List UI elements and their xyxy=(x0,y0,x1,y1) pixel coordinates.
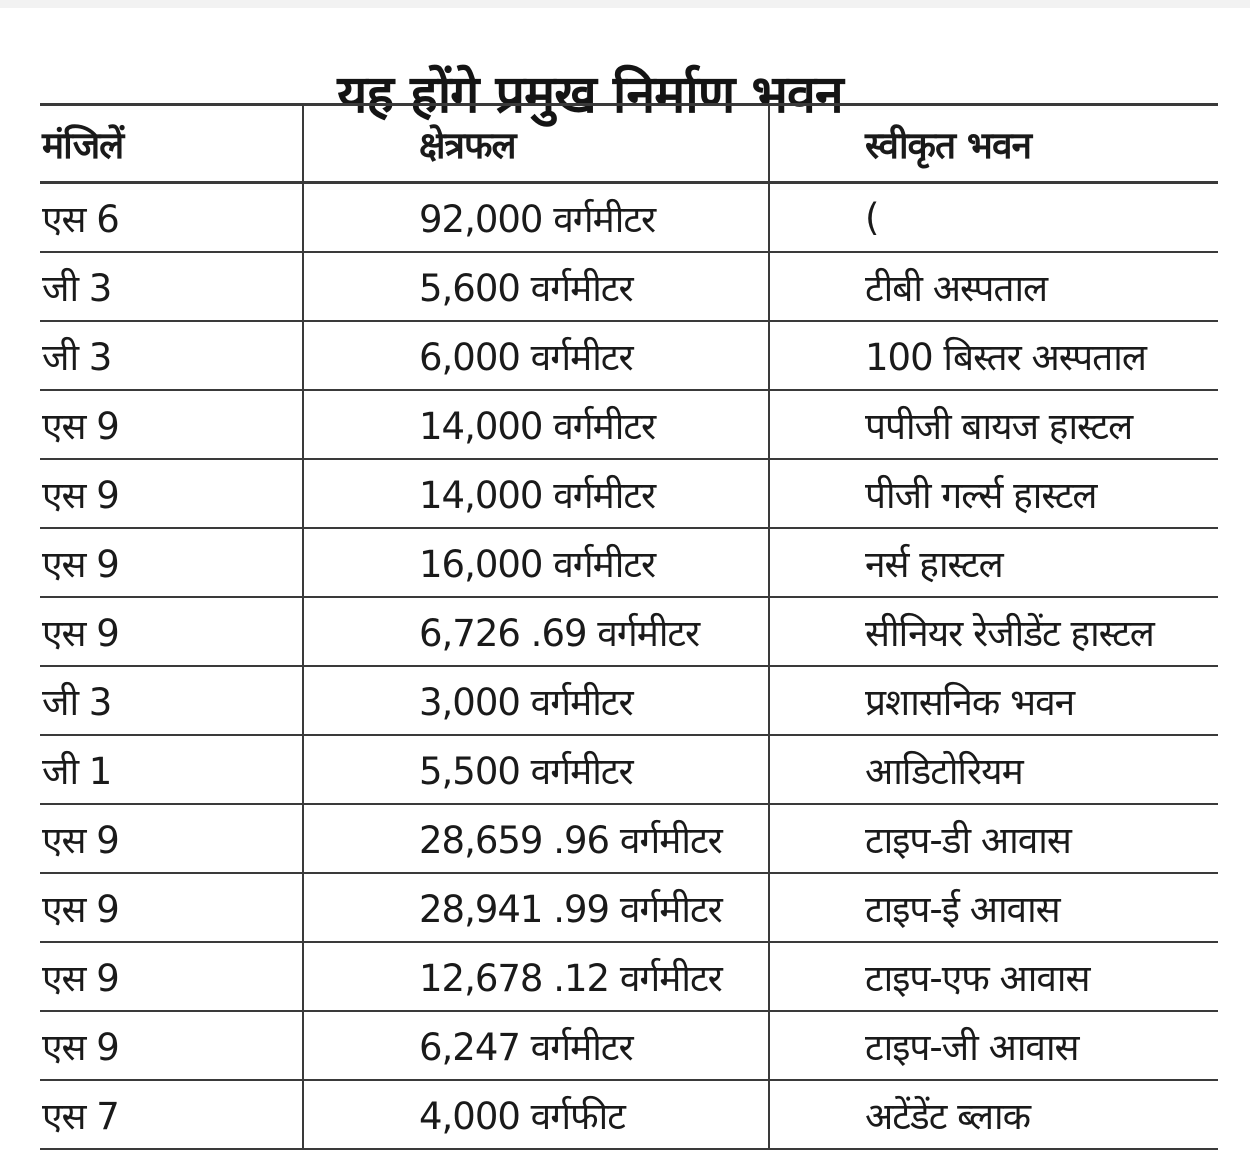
cell-area: 5,600 वर्गमीटर xyxy=(303,252,769,321)
table-row xyxy=(40,735,1218,804)
cell-building: 100 बिस्तर अस्पताल xyxy=(769,321,1218,390)
cell-floors: जी 1 xyxy=(40,735,303,804)
cell-building: टीबी अस्पताल xyxy=(769,252,1218,321)
cell-building: सीनियर रेजीडेंट हास्टल xyxy=(769,597,1218,666)
cell-area: 3,000 वर्गमीटर xyxy=(303,666,769,735)
table-row xyxy=(40,321,1218,390)
table-row xyxy=(40,528,1218,597)
cell-area: 28,659 .96 वर्गमीटर xyxy=(303,804,769,873)
cell-floors: जी 3 xyxy=(40,252,303,321)
cell-building: प्रशासनिक भवन xyxy=(769,666,1218,735)
cell-building: नर्स हास्टल xyxy=(769,528,1218,597)
cell-building: टाइप-एफ आवास xyxy=(769,942,1218,1011)
table-row xyxy=(40,1080,1218,1149)
cell-floors: जी 3 xyxy=(40,321,303,390)
table-row xyxy=(40,252,1218,321)
cell-floors: एस 9 xyxy=(40,528,303,597)
cell-area: 28,941 .99 वर्गमीटर xyxy=(303,873,769,942)
table-row xyxy=(40,942,1218,1011)
cell-building: पपीजी बायज हास्टल xyxy=(769,390,1218,459)
cell-area: 92,000 वर्गमीटर xyxy=(303,183,769,253)
header-area: क्षेत्रफल xyxy=(303,105,769,183)
cell-building: टाइप-डी आवास xyxy=(769,804,1218,873)
cell-area: 6,247 वर्गमीटर xyxy=(303,1011,769,1080)
cell-area: 6,000 वर्गमीटर xyxy=(303,321,769,390)
cell-building: पीजी गर्ल्स हास्टल xyxy=(769,459,1218,528)
cell-floors: एस 7 xyxy=(40,1080,303,1149)
cell-area: 14,000 वर्गमीटर xyxy=(303,390,769,459)
page-title: यह होंगे प्रमुख निर्माण भवन xyxy=(337,64,843,125)
cell-floors: एस 9 xyxy=(40,390,303,459)
table-row xyxy=(40,1011,1218,1080)
cell-area: 12,678 .12 वर्गमीटर xyxy=(303,942,769,1011)
cell-area: 14,000 वर्गमीटर xyxy=(303,459,769,528)
header-floors: मंजिलें xyxy=(40,105,303,183)
cell-area: 4,000 वर्गफीट xyxy=(303,1080,769,1149)
header-approved-building: स्वीकृत भवन xyxy=(769,105,1218,183)
cell-floors: एस 9 xyxy=(40,597,303,666)
cell-area: 5,500 वर्गमीटर xyxy=(303,735,769,804)
table-row xyxy=(40,804,1218,873)
cell-floors: एस 9 xyxy=(40,459,303,528)
cell-floors: एस 9 xyxy=(40,873,303,942)
top-strip xyxy=(0,0,1250,8)
cell-floors: एस 9 xyxy=(40,942,303,1011)
cell-building: ( xyxy=(769,183,1218,253)
cell-floors: जी 3 xyxy=(40,666,303,735)
table-row xyxy=(40,666,1218,735)
cell-floors: एस 9 xyxy=(40,1011,303,1080)
table-row xyxy=(40,390,1218,459)
cell-area: 16,000 वर्गमीटर xyxy=(303,528,769,597)
buildings-table xyxy=(40,103,1218,1150)
table-row xyxy=(40,183,1218,253)
cell-area: 6,726 .69 वर्गमीटर xyxy=(303,597,769,666)
table-row xyxy=(40,459,1218,528)
cell-floors: एस 9 xyxy=(40,804,303,873)
cell-building: आडिटोरियम xyxy=(769,735,1218,804)
table-row xyxy=(40,873,1218,942)
cell-floors: एस 6 xyxy=(40,183,303,253)
cell-building: टाइप-ई आवास xyxy=(769,873,1218,942)
table-row xyxy=(40,597,1218,666)
cell-building: टाइप-जी आवास xyxy=(769,1011,1218,1080)
header-row xyxy=(40,105,1218,183)
cell-building: अटेंडेंट ब्लाक xyxy=(769,1080,1218,1149)
